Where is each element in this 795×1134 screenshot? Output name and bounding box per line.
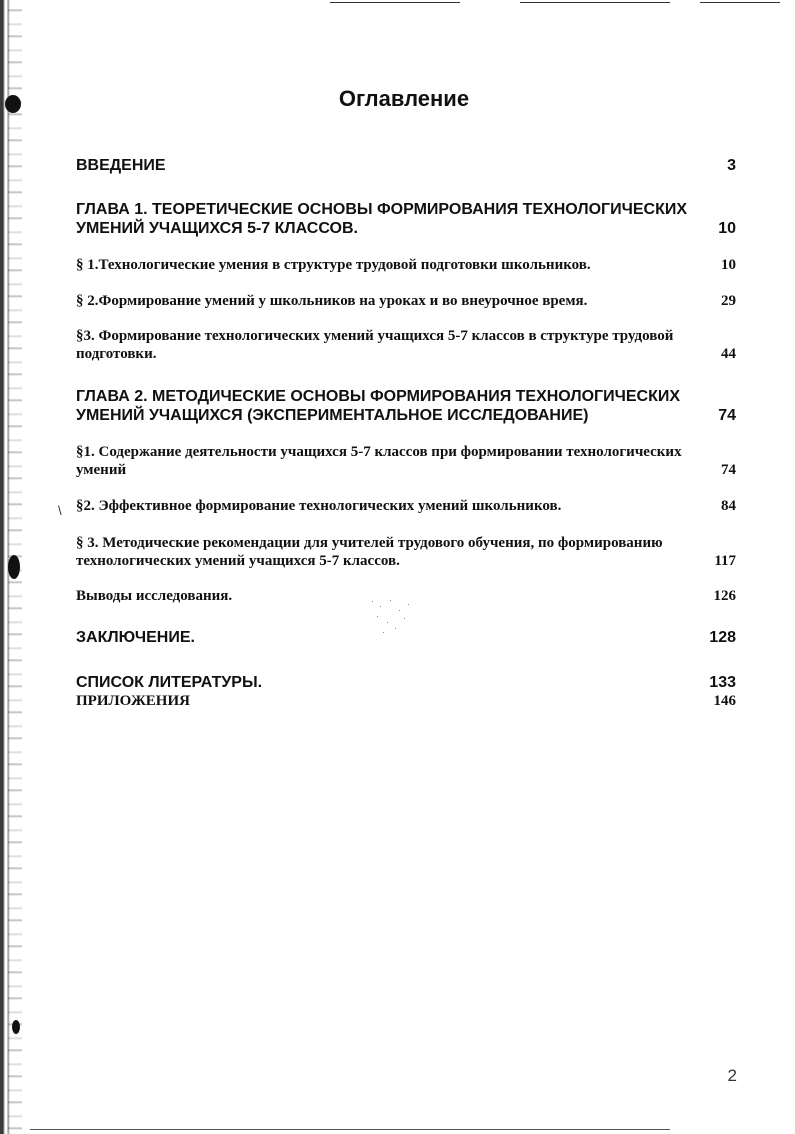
toc-entry-chapter-1 <box>76 200 736 238</box>
toc-entry-page: 126 <box>713 588 736 604</box>
scan-top-rule <box>520 2 670 3</box>
margin-tick-mark: \ <box>58 503 62 518</box>
toc-entry-section-1-2 <box>76 292 736 310</box>
toc-entry-section-1-3 <box>76 327 736 363</box>
toc-entry-text: ГЛАВА 2. МЕТОДИЧЕСКИЕ ОСНОВЫ ФОРМИРОВАНИЯ ТЕХНОЛОГИЧЕСКИХ УМЕНИЙ УЧАЩИХСЯ (ЭКСПЕРИМЕНТАЛЬНОЕ ИССЛЕДОВАНИЕ) <box>76 388 680 424</box>
toc-entry-text: § 1.Технологические умения в структуре трудовой подготовки школьников. <box>76 257 591 273</box>
toc-entry-text: Выводы исследования. <box>76 588 233 604</box>
toc-entry-text: ГЛАВА 1. ТЕОРЕТИЧЕСКИЕ ОСНОВЫ ФОРМИРОВАНИЯ ТЕХНОЛОГИЧЕСКИХ УМЕНИЙ УЧАЩИХСЯ 5-7 КЛАССОВ. <box>76 201 687 237</box>
toc-entry-section-2-3 <box>76 534 736 570</box>
toc-entry-text: ЗАКЛЮЧЕНИЕ. <box>76 629 195 646</box>
toc-entry-text: §2. Эффективное формирование технологических умений школьников. <box>76 498 562 514</box>
toc-entry-page: 10 <box>718 220 736 237</box>
scan-top-rule <box>330 2 460 3</box>
toc-entry-text: ВВЕДЕНИЕ <box>76 157 166 174</box>
toc-entry-page: 74 <box>718 407 736 424</box>
toc-entry-section-2-1 <box>76 443 736 479</box>
toc-entry-references <box>76 673 736 692</box>
scan-top-rule <box>700 2 780 3</box>
toc-entry-chapter-2 <box>76 387 736 425</box>
page-number: 2 <box>727 1066 737 1085</box>
toc-entry-page: 117 <box>714 553 736 569</box>
toc-entry-conclusion <box>76 628 736 647</box>
toc-entry-text: § 3. Методические рекомендации для учителей трудового обучения, по формированию технологических умений учащихся 5-7 классов. <box>76 535 663 569</box>
punch-mark <box>12 1020 20 1034</box>
toc-entry-text: § 2.Формирование умений у школьников на уроках и во внеурочное время. <box>76 293 588 309</box>
toc-entry-section-2-2 <box>76 497 736 515</box>
toc-entry-section-1-1 <box>76 256 736 274</box>
toc-entry-page: 133 <box>709 674 736 691</box>
toc-entry-page: 128 <box>709 629 736 646</box>
toc-entry-page: 29 <box>721 293 736 309</box>
toc-entry-appendices <box>76 692 736 710</box>
toc-entry-page: 3 <box>727 157 736 174</box>
toc-entry-page: 44 <box>721 346 736 362</box>
toc-entry-introduction <box>76 156 736 175</box>
toc-entry-text: СПИСОК ЛИТЕРАТУРЫ. <box>76 674 263 691</box>
page-title: Оглавление <box>338 86 470 111</box>
toc-entry-page: 84 <box>721 498 736 514</box>
toc-entry-text: §3. Формирование технологических умений учащихся 5-7 классов в структуре трудовой подготовки. <box>76 328 674 362</box>
toc-entry-text: ПРИЛОЖЕНИЯ <box>76 693 190 709</box>
toc-entry-page: 74 <box>721 462 736 478</box>
toc-entry-page: 146 <box>713 693 736 709</box>
toc-entry-text: §1. Содержание деятельности учащихся 5-7 классов при формировании технологических умений <box>76 444 682 478</box>
toc-entry-page: 10 <box>721 257 736 273</box>
punch-mark <box>8 555 20 579</box>
scan-bottom-rule <box>30 1129 670 1130</box>
